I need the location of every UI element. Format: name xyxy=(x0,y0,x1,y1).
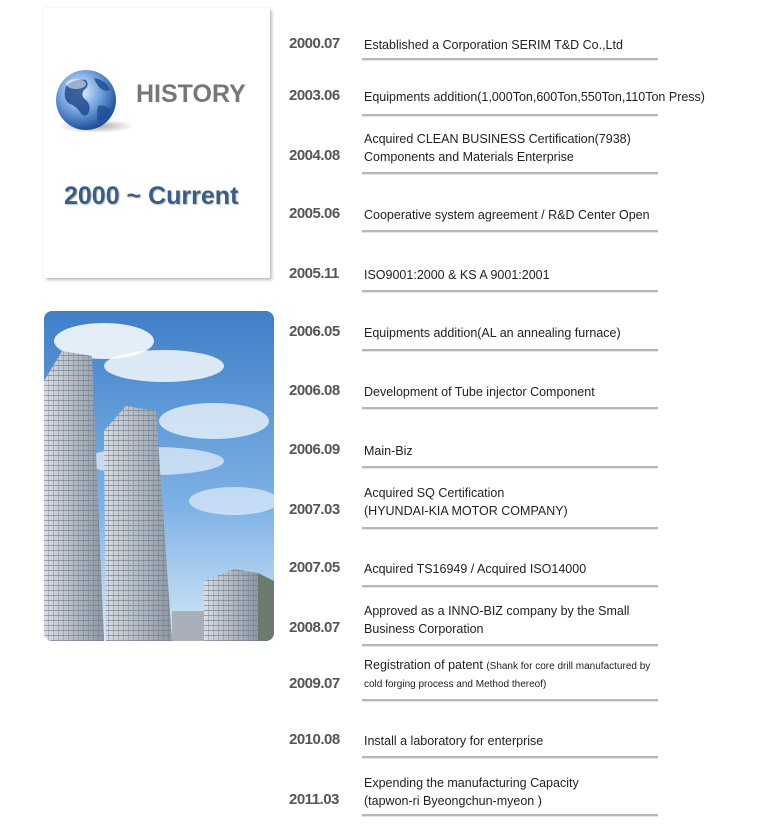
entry-year: 2005.06 xyxy=(289,205,340,222)
entry-year: 2008.07 xyxy=(289,619,340,636)
history-label: HISTORY xyxy=(136,80,246,108)
entry-description-line: cold forging process and Method thereof) xyxy=(364,679,547,690)
entry-year: 2007.03 xyxy=(289,501,340,518)
globe-icon xyxy=(40,66,136,138)
entry-description-line: Components and Materials Enterprise xyxy=(364,150,574,164)
entry-description-line: (tapwon-ri Byeongchun-myeon ) xyxy=(364,794,542,808)
entry-description-line: (HYUNDAI-KIA MOTOR COMPANY) xyxy=(364,504,568,518)
entry-divider xyxy=(362,814,658,817)
entry-description-line: Main-Biz xyxy=(364,444,413,458)
entry-description-line: Cooperative system agreement / R&D Center Open xyxy=(364,208,650,222)
entry-year: 2003.06 xyxy=(289,87,340,104)
entry-description-line: Development of Tube injector Component xyxy=(364,385,595,399)
entry-year: 2000.07 xyxy=(289,35,340,52)
entry-year: 2011.03 xyxy=(289,791,339,808)
skyscraper-photo xyxy=(44,311,274,641)
entry-year: 2006.09 xyxy=(289,441,340,458)
entry-year: 2005.11 xyxy=(289,265,339,282)
entry-description-line: Established a Corporation SERIM T&D Co.,Ltd xyxy=(364,38,623,52)
entry-description-line: Acquired SQ Certification xyxy=(364,486,505,500)
entry-description-line: Equipments addition(1,000Ton,600Ton,550Ton,110Ton Press) xyxy=(364,90,705,104)
entry-year: 2004.08 xyxy=(289,147,340,164)
entry-description-line: Expending the manufacturing Capacity xyxy=(364,776,579,790)
entry-description-line: Acquired TS16949 / Acquired ISO14000 xyxy=(364,562,587,576)
entry-description-line: Equipments addition(AL an annealing furnace) xyxy=(364,326,621,340)
entry-description-line: Acquired CLEAN BUSINESS Certification(7938) xyxy=(364,132,631,146)
history-title-card xyxy=(44,8,270,278)
entry-description-note: (Shank for core drill manufactured by xyxy=(486,661,651,672)
timeline-entry xyxy=(289,0,759,810)
entry-description-text: Registration of patent xyxy=(364,658,483,672)
entry-description-line: ISO9001:2000 & KS A 9001:2001 xyxy=(364,268,550,282)
entry-description-line: Business Corporation xyxy=(364,622,484,636)
entry-year: 2006.08 xyxy=(289,382,340,399)
entry-year: 2007.05 xyxy=(289,559,340,576)
entry-year: 2010.08 xyxy=(289,731,340,748)
entry-description-line: Approved as a INNO-BIZ company by the Small xyxy=(364,604,630,618)
entry-description xyxy=(364,774,579,810)
entry-description-line: Install a laboratory for enterprise xyxy=(364,734,544,748)
entry-year: 2006.05 xyxy=(289,323,340,340)
entry-year: 2009.07 xyxy=(289,675,340,692)
period-title: 2000 ~ Current xyxy=(64,182,239,210)
